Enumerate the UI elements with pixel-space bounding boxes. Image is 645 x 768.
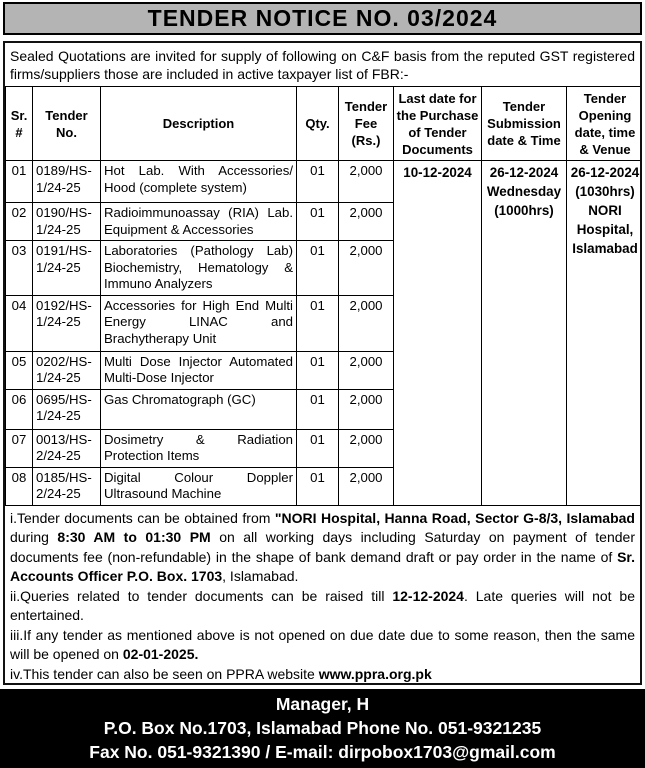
table-row: [6, 161, 643, 203]
cell-description: Laboratories (Pathology Lab) Biochemistry, Hematology & Immuno Analyzers: [101, 241, 297, 296]
cell-description: Radioimmunoassay (RIA) Lab. Equipment & Accessories: [101, 203, 297, 241]
cell-fee: 2,000: [339, 161, 394, 203]
cell-qty: 01: [297, 429, 339, 467]
tender-table: [5, 86, 642, 506]
col-header-qty: Qty.: [297, 87, 339, 161]
footer-bar: [0, 689, 645, 768]
cell-description: Hot Lab. With Accessories/ Hood (complete system): [101, 161, 297, 203]
cell-fee: 2,000: [339, 429, 394, 467]
cell-tender-no: 0189/HS- 1/24-25: [33, 161, 101, 203]
cell-tender-no: 0202/HS- 1/24-25: [33, 351, 101, 389]
cell-fee: 2,000: [339, 203, 394, 241]
cell-description: Accessories for High End Multi Energy LINAC and Brachytherapy Unit: [101, 295, 297, 351]
cell-opening-date: 26-12-2024 (1030hrs) NORI Hospital, Islamabad: [567, 161, 643, 506]
cell-sr: 05: [6, 351, 33, 389]
note-i: i.Tender documents can be obtained from "NORI Hospital, Hanna Road, Sector G-8/3, Islamabad during 8:30 AM to 01:30 PM on all working days including Saturday on payment of tender documents fee (non-refundable) in the shape of bank demand draft or pay order in the name of Sr. Accounts Officer P.O. Box. 1703, Islamabad.: [10, 509, 635, 584]
cell-fee: 2,000: [339, 241, 394, 296]
cell-qty: 01: [297, 161, 339, 203]
col-header-submission: Tender Submission date & Time: [482, 87, 567, 161]
cell-qty: 01: [297, 295, 339, 351]
cell-fee: 2,000: [339, 295, 394, 351]
table-header-row: [6, 87, 643, 161]
note-iii: iii.If any tender as mentioned above is not opened on due date due to some reason, then the same will be opened on 02-01-2025.: [10, 626, 635, 662]
cell-tender-no: 0190/HS- 1/24-25: [33, 203, 101, 241]
cell-sr: 08: [6, 467, 33, 505]
col-header-fee: Tender Fee (Rs.): [339, 87, 394, 161]
cell-tender-no: 0013/HS- 2/24-25: [33, 429, 101, 467]
col-header-sr: Sr. #: [6, 87, 33, 161]
intro-text: Sealed Quotations are invited for supply of following on C&F basis from the reputed GST registered firms/suppliers those are included in active taxpayer list of FBR:-: [10, 48, 635, 82]
notes-section: [5, 506, 640, 685]
cell-fee: 2,000: [339, 389, 394, 429]
cell-qty: 01: [297, 241, 339, 296]
cell-sr: 06: [6, 389, 33, 429]
note-ii: ii.Queries related to tender documents can be raised till 12-12-2024. Late queries will not be entertained.: [10, 587, 635, 623]
cell-sr: 01: [6, 161, 33, 203]
cell-tender-no: 0191/HS- 1/24-25: [33, 241, 101, 296]
col-header-tender-no: Tender No.: [33, 87, 101, 161]
cell-sr: 02: [6, 203, 33, 241]
content-box: [3, 41, 642, 685]
col-header-purchase-date: Last date for the Purchase of Tender Documents: [394, 87, 482, 161]
cell-fee: 2,000: [339, 351, 394, 389]
cell-description: Dosimetry & Radiation Protection Items: [101, 429, 297, 467]
cell-tender-no: 0185/HS- 2/24-25: [33, 467, 101, 505]
note-iv: iv.This tender can also be seen on PPRA website www.ppra.org.pk: [10, 665, 432, 682]
cell-purchase-date: 10-12-2024: [394, 161, 482, 506]
footer-line-address-phone: P.O. Box No.1703, Islamabad Phone No. 051-9321235: [103, 718, 542, 738]
cell-qty: 01: [297, 389, 339, 429]
cell-description: Digital Colour Doppler Ultrasound Machine: [101, 467, 297, 505]
cell-fee: 2,000: [339, 467, 394, 505]
cell-sr: 04: [6, 295, 33, 351]
col-header-description: Description: [101, 87, 297, 161]
cell-qty: 01: [297, 467, 339, 505]
col-header-opening: Tender Opening date, time & Venue: [567, 87, 643, 161]
cell-sr: 07: [6, 429, 33, 467]
footer-line-manager: Manager, H: [275, 694, 370, 714]
page-title: TENDER NOTICE NO. 03/2024: [147, 5, 498, 31]
cell-sr: 03: [6, 241, 33, 296]
cell-description: Multi Dose Injector Automated Multi-Dose Injector: [101, 351, 297, 389]
cell-tender-no: 0192/HS- 1/24-25: [33, 295, 101, 351]
cell-qty: 01: [297, 203, 339, 241]
cell-description: Gas Chromatograph (GC): [101, 389, 297, 429]
title-band: [3, 2, 642, 35]
cell-tender-no: 0695/HS- 1/24-25: [33, 389, 101, 429]
footer-line-fax-email: Fax No. 051-9321390 / E-mail: dirpobox1703@gmail.com: [89, 742, 556, 762]
cell-submission-date: 26-12-2024 Wednesday (1000hrs): [482, 161, 567, 506]
cell-qty: 01: [297, 351, 339, 389]
